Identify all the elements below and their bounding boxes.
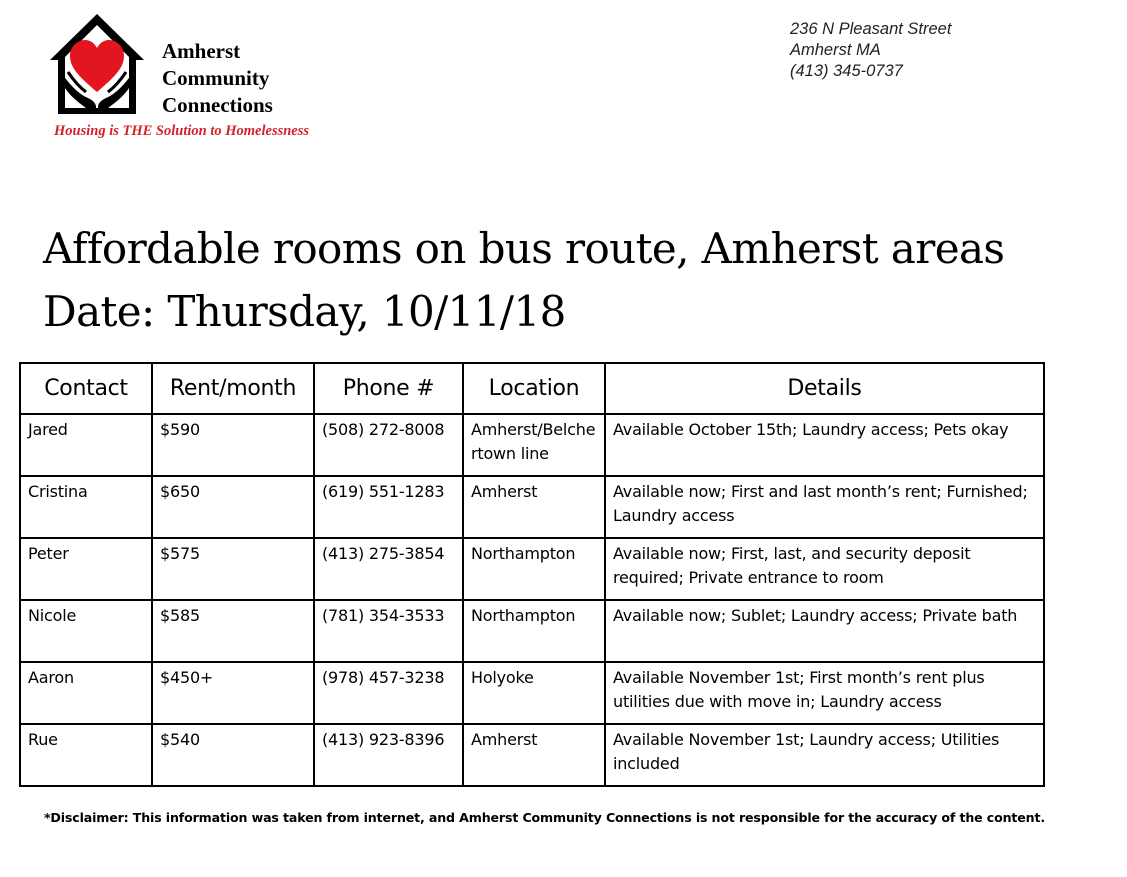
house-heart-hands-icon (48, 12, 146, 116)
cell-phone: (508) 272-8008 (314, 414, 463, 476)
cell-details: Available now; First and last month’s rent; Furnished; Laundry access (605, 476, 1044, 538)
cell-contact: Jared (20, 414, 152, 476)
cell-phone: (413) 275-3854 (314, 538, 463, 600)
table-row (20, 662, 1044, 724)
page-title: Affordable rooms on bus route, Amherst areas (43, 224, 1005, 273)
cell-rent: $540 (152, 724, 314, 786)
column-header-contact: Contact (20, 363, 152, 414)
disclaimer-text: *Disclaimer: This information was taken from internet, and Amherst Community Connections is not responsible for the accuracy of the content. (44, 810, 1045, 825)
cell-location: Northampton (463, 538, 605, 600)
cell-phone: (781) 354-3533 (314, 600, 463, 662)
cell-rent: $575 (152, 538, 314, 600)
column-header-location: Location (463, 363, 605, 414)
cell-contact: Rue (20, 724, 152, 786)
cell-contact: Nicole (20, 600, 152, 662)
cell-phone: (413) 923-8396 (314, 724, 463, 786)
cell-location: Amherst/Belchertown line (463, 414, 605, 476)
organization-name (162, 38, 273, 119)
table-row (20, 414, 1044, 476)
cell-contact: Aaron (20, 662, 152, 724)
listings-table (19, 362, 1045, 787)
table-row (20, 538, 1044, 600)
table-row (20, 476, 1044, 538)
date-line: Date: Thursday, 10/11/18 (43, 287, 566, 336)
address-phone: (413) 345-0737 (790, 62, 903, 80)
cell-location: Northampton (463, 600, 605, 662)
cell-phone: (978) 457-3238 (314, 662, 463, 724)
cell-rent: $450+ (152, 662, 314, 724)
cell-rent: $585 (152, 600, 314, 662)
cell-contact: Peter (20, 538, 152, 600)
cell-details: Available November 1st; Laundry access; Utilities included (605, 724, 1044, 786)
org-name-line-1: Amherst (162, 39, 241, 63)
address-street: 236 N Pleasant Street (790, 20, 952, 38)
cell-details: Available now; First, last, and security deposit required; Private entrance to room (605, 538, 1044, 600)
table-header-row (20, 363, 1044, 414)
organization-logo (48, 12, 348, 142)
column-header-rent: Rent/month (152, 363, 314, 414)
column-header-details: Details (605, 363, 1044, 414)
cell-location: Holyoke (463, 662, 605, 724)
cell-contact: Cristina (20, 476, 152, 538)
org-name-line-3: Connections (162, 93, 273, 117)
table-row (20, 724, 1044, 786)
address-city: Amherst MA (790, 41, 881, 59)
cell-details: Available November 1st; First month’s rent plus utilities due with move in; Laundry access (605, 662, 1044, 724)
cell-phone: (619) 551-1283 (314, 476, 463, 538)
cell-details: Available now; Sublet; Laundry access; Private bath (605, 600, 1044, 662)
cell-rent: $650 (152, 476, 314, 538)
cell-details: Available October 15th; Laundry access; Pets okay (605, 414, 1044, 476)
cell-location: Amherst (463, 476, 605, 538)
cell-location: Amherst (463, 724, 605, 786)
table-row (20, 600, 1044, 662)
organization-tagline: Housing is THE Solution to Homelessness (54, 123, 310, 139)
address-block (790, 19, 951, 82)
cell-rent: $590 (152, 414, 314, 476)
org-name-line-2: Community (162, 66, 270, 90)
column-header-phone: Phone # (314, 363, 463, 414)
